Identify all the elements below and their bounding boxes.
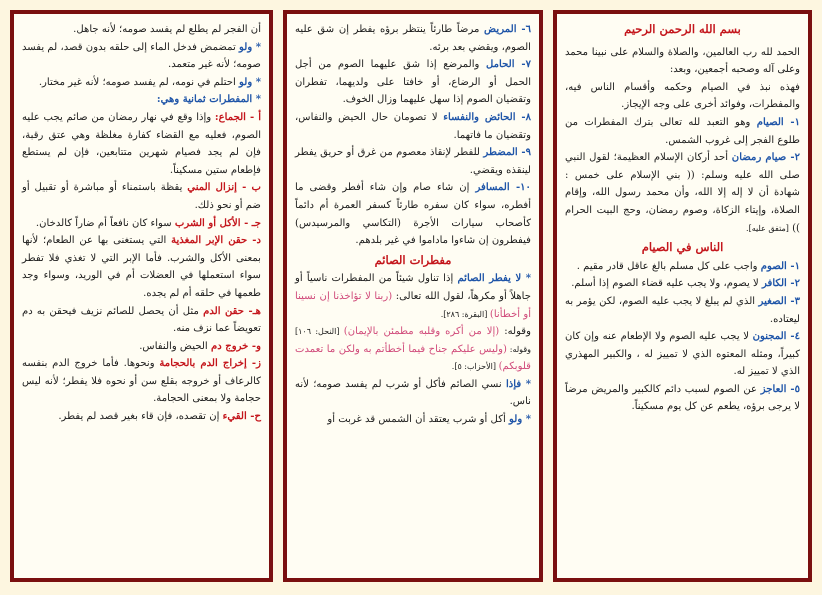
- mufattir-g: ز- إخراج الدم بالحجامة ونحوها. فأما خروج الدم بنفسه كالرعاف أو خروجه بقلع سن أو نحوه فلا يفطر؛ لأنه ليس حجامة ولا بمعنى الحجامة.: [22, 358, 262, 405]
- note-forgot-ate: * فإذا نسي الصائم فأكل أو شرب لم يفسد صومه؛ لأنه ناس.: [295, 378, 531, 408]
- mufattir-f: و- خروج دم الحيض والنفاس.: [139, 340, 261, 352]
- quran-verse: (ربنا لا تؤاخذنا إن نسينا أو أخطأنا): [295, 290, 531, 320]
- note-dawn: أن الفجر لم يطلع لم يفسد صومه؛ لأنه جاهل.: [73, 24, 261, 35]
- intro-paragraph: الحمد لله رب العالمين، والصلاة والسلام على نبينا محمد وعلى آله وصحبه أجمعين، وبعد:: [565, 46, 800, 76]
- panel-right: [553, 10, 812, 582]
- mufattir-d: د- حقن الإبر المغذية التي يستغنى بها عن الطعام؛ لأنها بمعنى الأكل والشرب. فأما الإبر التي لا تغذي فلا تفطر سواء استعملها في العضلات أم في الوريد، وسواء وجد طعمها في حلقه أم لم يجده.: [22, 235, 261, 299]
- item-people-9: ٩- المضطر للفطر لإنقاذ معصوم من غرق أو حريق يفطر لينقذه ويقضي.: [295, 147, 531, 176]
- item-people-8: ٨- الحائض والنفساء لا تصومان حال الحيض والنفاس، وتقضيان ما فاتهما.: [295, 111, 531, 141]
- item-people-2: ٢- الكافر لا يصوم، ولا يجب عليه قضاء الصوم إذا أسلم.: [571, 278, 800, 290]
- mufattir-c: جـ - الأكل أو الشرب سواء كان نافعاً أم ضاراً كالدخان.: [35, 217, 261, 229]
- subheading-eight-mufattirat: * المفطرات ثمانية وهي:: [156, 94, 261, 106]
- item-ramadan: ٢- صيام رمضان أحد أركان الإسلام العظيمة؛ لقول النبي صلى الله عليه وسلم: (( بني الإسلام على خمس : شهادة أن لا إله إلا الله، وأن محمد رسول الله، وإقام الصلاة، وإيتاء الزكاة، وصوم رمضان، وحج البيت الحرام )) [متفق عليه].: [565, 152, 800, 234]
- note-coerced: وقوله: (إلا من أكره وقلبه مطمئن بالإيمان) [النحل: ١٠٦] وقوله: (وليس عليكم جناح فيما أخطأتم به ولكن ما تعمدت قلوبكم) [الأحزاب: ٥].: [295, 326, 532, 373]
- quran-verse: (إلا من أكره وقلبه مطمئن بالإيمان): [343, 326, 500, 338]
- item-number: ١- الصيام: [756, 116, 800, 128]
- panel-middle: [283, 10, 543, 582]
- item-people-10: ١٠- المسافر إن شاء صام وإن شاء أفطر وقضى ما أفطره، سواء كان سفره طارئاً كسفر العمرة أم دائماً كأصحاب سيارات الأجرة (التكاسي والمرسيدس) فيفطرون إن شاءوا ماداموا في غير بلدهم.: [295, 182, 531, 247]
- note-sunset: * ولو أكل أو شرب يعتقد أن الشمس قد غربت أو: [327, 414, 531, 426]
- quran-verse: (وليس عليكم جناح فيما أخطأتم به ولكن ما تعمدت قلوبكم): [295, 343, 531, 373]
- section-heading-mufattirat: مفطرات الصائم: [374, 252, 452, 267]
- note-rinse: * ولو تمضمض فدخل الماء إلى حلقه بدون قصد، لم يفسد صومه؛ لأنه غير متعمد.: [22, 41, 261, 71]
- item-fasting-definition: ١- الصيام وهو التعبد لله تعالى بترك المفطرات من طلوع الفجر إلى غروب الشمس.: [565, 116, 800, 146]
- reference: [متفق عليه].: [746, 223, 789, 233]
- mufattir-b: ب - إنزال المني يقظة باستمناء أو مباشرة أو تقبيل أو ضم أو نحو ذلك.: [22, 182, 261, 211]
- note-wet-dream: * ولو احتلم في نومه، لم يفسد صومه؛ لأنه غير مختار.: [38, 76, 261, 88]
- item-people-1: ١- الصوم واجب على كل مسلم بالغ عاقل قادر مقيم .: [576, 260, 800, 272]
- item-people-5: ٥- العاجز عن الصوم لسبب دائم كالكبير والمريض مرضاً لا يرجى برؤه، يطعم عن كل يوم مسكيناً.: [565, 383, 800, 413]
- item-people-3: ٣- الصغير الذي لم يبلغ لا يجب عليه الصوم، لكن يؤمر به ليعتاده.: [565, 295, 801, 325]
- basmala: بسم الله الرحمن الرحيم: [624, 22, 741, 36]
- mufattir-e: هـ- حقن الدم مثل أن يحصل للصائم نزيف فيحقن به دم تعويضاً عما نزف منه.: [22, 305, 261, 335]
- panel-left: [10, 10, 273, 582]
- intro-paragraph-2: فهذه نبذ في الصيام وحكمه وأقسام الناس فيه، والمفطرات، وفوائد أخرى على وجه الإيجاز.: [565, 81, 800, 111]
- item-number: ٢- صيام رمضان: [731, 152, 800, 164]
- note-forgetful: * لا يفطر الصائم إذا تناول شيئاً من المفطرات ناسياً أو جاهلاً أو مكرهاً، لقول الله تعالى: (ربنا لا تؤاخذنا إن نسينا أو أخطأنا) [البقرة: ٢٨٦].: [295, 273, 531, 320]
- item-people-7: ٧- الحامل والمرضع إذا شق عليهما الصوم من أجل الحمل أو الرضاع، أو خافتا على ولديهما، تفطران وتقضيان الصوم إذا سهل عليهما وزال الخوف.: [295, 59, 532, 106]
- item-people-4: ٤- المجنون لا يجب عليه الصوم ولا الإطعام عنه وإن كان كبيراً، ومثله المعتوه الذي لا تمييز له ، والكبير المهذري الذي لا تمييز له.: [565, 331, 800, 378]
- section-heading-people: الناس في الصيام: [641, 240, 724, 255]
- item-people-6: ٦- المريض مرضاً طارئاً ينتظر برؤه يفطر إن شق عليه الصوم، ويقضي بعد برئه.: [295, 24, 531, 53]
- mufattir-a: أ - الجماع: وإذا وقع في نهار رمضان من صائم يجب عليه الصوم، فعليه مع القضاء كفارة مغلظة وهي عتق رقبة، فإن لم يجد فصيام شهرين متتابعين، فإن لم يستطع فإطعام ستين مسكيناً.: [22, 111, 261, 176]
- mufattir-h: ح- القيء إن تقصده، فإن قاء بغير قصد لم يفطر.: [58, 411, 261, 423]
